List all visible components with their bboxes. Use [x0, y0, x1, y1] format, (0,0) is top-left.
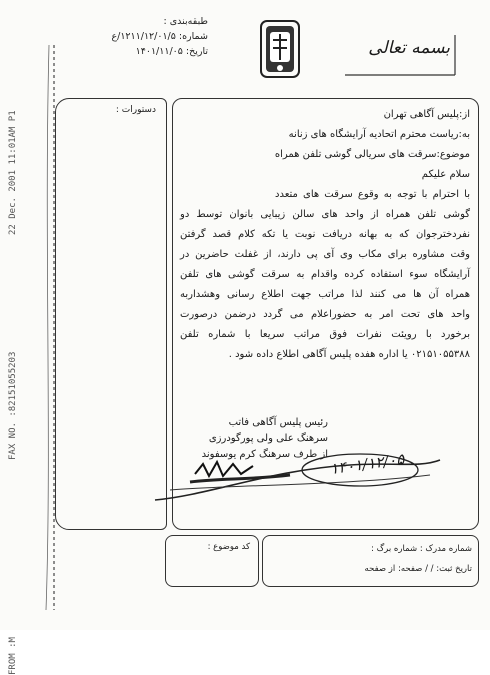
topic-code-label: کد موضوع :: [207, 542, 250, 552]
bismillah-text: بسمه تعالی: [368, 38, 450, 58]
body-line: همراه آن ها می کنند لذا مراتب جهت اطلاع رسانی وهشداربه: [180, 289, 470, 300]
classification-block: [108, 14, 208, 59]
signature-title: رئیس پلیس آگاهی فاتب: [228, 417, 328, 428]
topic-code-box: [165, 535, 259, 587]
letter-text: [180, 105, 470, 365]
fax-datetime: 22 Dec. 2001 11:01AM P1: [8, 110, 18, 235]
body-line: نفردخترجوان که به بهانه دریافت نوبت یا تکه کلام قصد گرفتن: [180, 229, 470, 240]
handwritten-date: ۱۴۰۱/۱۲/۰۵: [329, 449, 406, 479]
body-line: گوشی تلفن همراه از واحد های سالن زیبایی بانوان توسط دو: [180, 209, 470, 220]
fax-header-strip: [8, 60, 22, 675]
signature-name: سرهنگ علی ولی پورگودرزی: [208, 433, 328, 444]
fax-from: FROM :M: [8, 637, 18, 675]
handwritten-signature: [150, 440, 450, 510]
instructions-label: دستورات :: [115, 105, 156, 115]
body-line: با احترام با توجه به وقوع سرقت های متعدد: [275, 189, 470, 200]
letter-greeting: سلام علیکم: [421, 169, 470, 180]
classification-category: طبقه‌بندی :: [163, 16, 208, 27]
fax-number: FAX NO. :82151055203: [8, 351, 18, 460]
letter-subject: موضوع:سرقت های سریالی گوشی تلفن همراه: [274, 149, 470, 160]
document-registration-box: [262, 535, 479, 587]
document-number-label: شماره مدرک : شماره برگ :: [371, 544, 472, 554]
letter-to: به:ریاست محترم اتحادیه آرایشگاه های زنانه: [288, 129, 470, 140]
signature-deputy: از طرف سرهنگ کرم یوسفوند: [201, 449, 328, 460]
body-line: ۰۲۱۵۱۰۵۵۳۸۸ یا اداره هفده پلیس آگاهی اطلاع داده شود .: [228, 349, 470, 360]
registration-date-label: تاریخ ثبت: / / صفحه: از صفحه: [364, 564, 472, 574]
body-line: برخورد با رویئت نفرات فوق مراتب سریعا با شماره تلفن: [180, 329, 470, 340]
police-emblem-icon: [258, 18, 302, 80]
body-line: واحد های تحت امر به حضوراعلام می گردد درضمن درصورت: [180, 309, 470, 320]
body-line: وقت مشاوره برای مکاب وی آی پی دارند، از غفلت حاضرین در: [180, 249, 470, 260]
classification-date: تاریخ: ۱۴۰۱/۱۱/۰۵: [135, 46, 208, 57]
classification-number: شماره: ۱۲۱۱/۱۲/۰۱/۵/ع: [111, 31, 208, 42]
letter-from: از:پلیس آگاهی تهران: [383, 109, 470, 120]
body-line: آرایشگاه سوء استفاده کرده واقدام به سرقت گوشی های تلفن: [180, 269, 470, 280]
bismillah-heading: [340, 30, 460, 80]
